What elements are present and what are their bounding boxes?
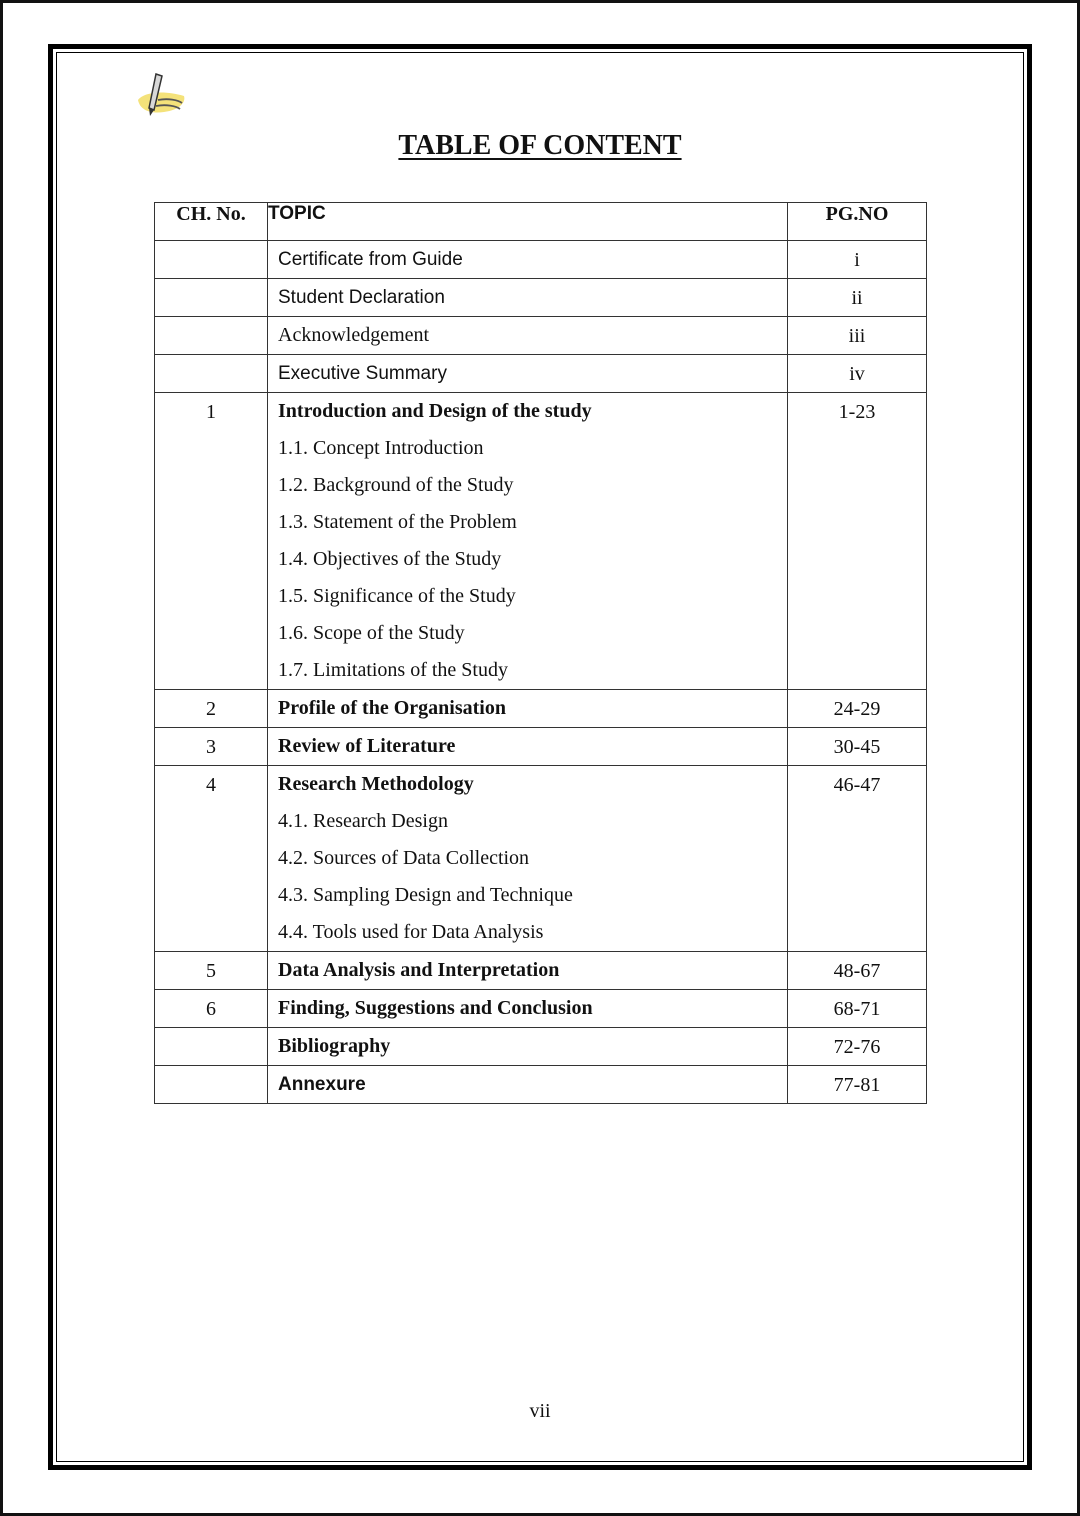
topic-title: Finding, Suggestions and Conclusion [278, 997, 593, 1019]
topic-cell [268, 990, 788, 1028]
topic-title: Introduction and Design of the study [278, 400, 592, 422]
page-range [788, 241, 927, 279]
toc-table [154, 202, 927, 1104]
chapter-number [155, 952, 268, 990]
chapter-number-text [155, 360, 267, 388]
page-range-text: 24-29 [833, 698, 881, 720]
table-row [155, 279, 927, 317]
topic-cell [268, 355, 788, 393]
page-range [788, 728, 927, 766]
page-range-text: 72-76 [833, 1036, 881, 1058]
chapter-number-text: 3 [206, 736, 216, 758]
table-row [155, 317, 927, 355]
topic-title: Research Methodology [278, 773, 474, 795]
chapter-number-text: 6 [206, 998, 216, 1020]
page-range-text: iv [849, 363, 865, 385]
topic-title: Acknowledgement [278, 324, 430, 346]
topic-title: Profile of the Organisation [278, 697, 506, 719]
topic-cell [268, 1028, 788, 1066]
page-range [788, 952, 927, 990]
table-row [155, 1066, 927, 1104]
table-row [155, 241, 927, 279]
chapter-number-text [155, 246, 267, 274]
chapter-number [155, 766, 268, 952]
page-range [788, 766, 927, 952]
chapter-number [155, 279, 268, 317]
table-row [155, 766, 927, 952]
chapter-number-text [155, 1033, 267, 1061]
topic-title: Student Declaration [278, 287, 445, 308]
chapter-number-text [155, 1071, 267, 1099]
chapter-number-text: 5 [206, 960, 216, 982]
header-pg-no: PG.NO [788, 203, 927, 241]
page-range [788, 1066, 927, 1104]
topic-cell [268, 279, 788, 317]
subtopic-item: 1.2. Background of the Study [278, 474, 514, 496]
topic-cell [268, 766, 788, 952]
page-number: vii [529, 1400, 551, 1422]
page-range [788, 355, 927, 393]
page-range-text: 48-67 [833, 960, 881, 982]
table-row [155, 393, 927, 690]
topic-title: Bibliography [278, 1035, 391, 1057]
chapter-number [155, 728, 268, 766]
page-range-text: 1-23 [838, 401, 876, 423]
header-ch-no: CH. No. [155, 203, 268, 241]
chapter-number [155, 393, 268, 690]
page-range-text: 30-45 [833, 736, 881, 758]
chapter-number [155, 1028, 268, 1066]
header-topic: TOPIC [268, 203, 788, 241]
page-title: TABLE OF CONTENT [398, 130, 682, 161]
chapter-number [155, 317, 268, 355]
subtopic-item: 1.6. Scope of the Study [278, 622, 465, 644]
chapter-number-text: 4 [206, 774, 216, 796]
subtopic-item: 1.5. Significance of the Study [278, 585, 516, 607]
topic-title: Executive Summary [278, 363, 447, 384]
toc-header-row [155, 203, 927, 241]
page-range-text: ii [851, 287, 863, 309]
subtopic-item: 4.4. Tools used for Data Analysis [278, 921, 544, 943]
page-range-text: 68-71 [833, 998, 881, 1020]
subtopic-item: 4.3. Sampling Design and Technique [278, 884, 573, 906]
chapter-number-text [155, 322, 267, 350]
page-range-text: i [854, 249, 860, 271]
page-range [788, 1028, 927, 1066]
topic-cell [268, 728, 788, 766]
chapter-number [155, 241, 268, 279]
chapter-number [155, 355, 268, 393]
table-row [155, 990, 927, 1028]
chapter-number [155, 990, 268, 1028]
page-range [788, 279, 927, 317]
pen-note-icon [134, 70, 190, 120]
chapter-number-text [155, 284, 267, 312]
chapter-number [155, 690, 268, 728]
chapter-number-text: 1 [206, 401, 216, 423]
table-row [155, 1028, 927, 1066]
topic-cell [268, 393, 788, 690]
subtopic-item: 4.2. Sources of Data Collection [278, 847, 530, 869]
subtopic-item: 1.3. Statement of the Problem [278, 511, 517, 533]
table-row [155, 728, 927, 766]
chapter-number [155, 1066, 268, 1104]
topic-cell [268, 952, 788, 990]
page-range [788, 690, 927, 728]
subtopic-item: 1.4. Objectives of the Study [278, 548, 502, 570]
page-range [788, 393, 927, 690]
page-range [788, 317, 927, 355]
topic-title: Annexure [278, 1074, 366, 1095]
table-row [155, 355, 927, 393]
page-range-text: iii [848, 325, 866, 347]
topic-cell [268, 690, 788, 728]
page-range [788, 990, 927, 1028]
subtopic-item: 4.1. Research Design [278, 810, 448, 832]
page-range-text: 77-81 [833, 1074, 881, 1096]
subtopic-item: 1.1. Concept Introduction [278, 437, 484, 459]
topic-cell [268, 1066, 788, 1104]
chapter-number-text: 2 [206, 698, 216, 720]
table-row [155, 952, 927, 990]
topic-cell [268, 241, 788, 279]
topic-title: Certificate from Guide [278, 249, 463, 270]
topic-cell [268, 317, 788, 355]
subtopic-item: 1.7. Limitations of the Study [278, 659, 508, 681]
topic-title: Review of Literature [278, 735, 456, 757]
topic-title: Data Analysis and Interpretation [278, 959, 560, 981]
table-row [155, 690, 927, 728]
page-range-text: 46-47 [833, 774, 881, 796]
